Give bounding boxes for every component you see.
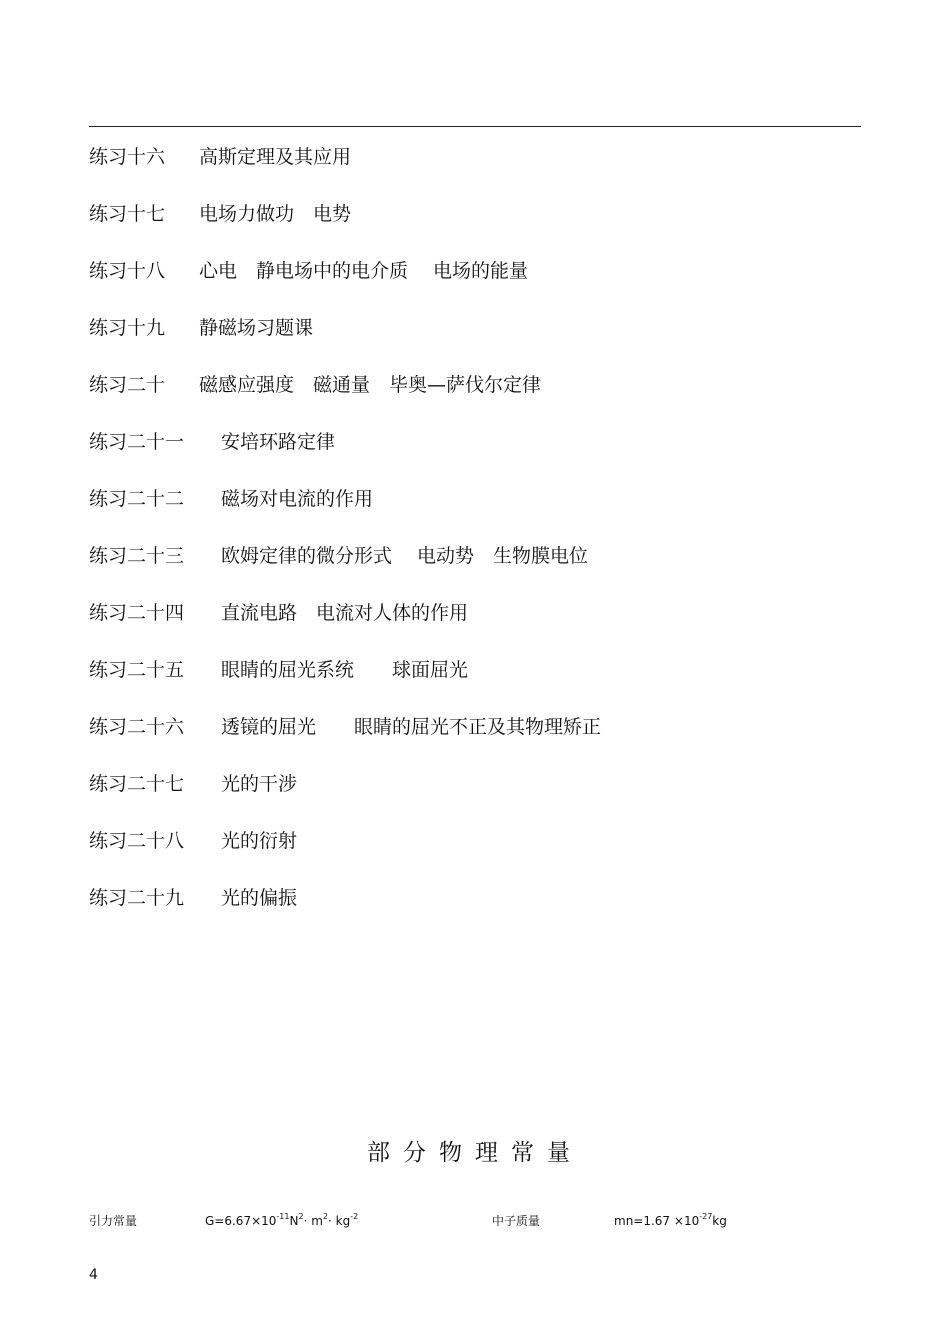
- toc-entry: [89, 257, 601, 314]
- gravity-unit-m: · m: [303, 1214, 323, 1228]
- toc-entry: [89, 314, 601, 371]
- toc-entry-title: 安培环路定律: [221, 431, 336, 453]
- neutron-base: mn=1.67 ×10: [614, 1214, 700, 1228]
- toc-entry-number: 练习十九: [89, 317, 166, 339]
- gravity-exp: -11: [276, 1212, 290, 1221]
- toc-entry-title: 光的干涉: [221, 773, 298, 795]
- toc-entry-title: 透镜的屈光 眼睛的屈光不正及其物理矫正: [221, 716, 602, 738]
- toc-entry-title: 高斯定理及其应用: [199, 146, 352, 168]
- gravity-unit-m-exp: 2: [322, 1212, 328, 1221]
- toc-entry-title: 直流电路 电流对人体的作用: [221, 602, 469, 624]
- toc-entry-title: 欧姆定律的微分形式 电动势 生物膜电位: [221, 545, 589, 567]
- toc-entry-number: 练习二十四: [89, 602, 185, 624]
- toc-entry-title: 眼睛的屈光系统 球面屈光: [221, 659, 469, 681]
- toc-entry-title: 磁场对电流的作用: [221, 488, 374, 510]
- toc-entry-title: 光的衍射: [221, 830, 298, 852]
- toc-entry: [89, 542, 601, 599]
- toc-entry-number: 练习二十九: [89, 887, 185, 909]
- toc-entry-number: 练习二十六: [89, 716, 185, 738]
- neutron-unit: kg: [712, 1214, 727, 1228]
- gravity-unit-n-exp: 2: [298, 1212, 304, 1221]
- toc-entry: [89, 713, 601, 770]
- gravity-constant-label: 引力常量: [89, 1214, 138, 1228]
- toc-entry-number: 练习二十七: [89, 773, 185, 795]
- toc-entry: [89, 371, 601, 428]
- toc-entry-title: 电场力做功 电势: [199, 203, 352, 225]
- toc-entry-title: 心电 静电场中的电介质 电场的能量: [199, 260, 529, 282]
- toc-entry-title: 磁感应强度 磁通量 毕奥—萨伐尔定律: [199, 374, 542, 396]
- header-rule: [89, 126, 861, 127]
- toc-entry-number: 练习二十一: [89, 431, 185, 453]
- toc-entry-number: 练习二十五: [89, 659, 185, 681]
- toc-entry-number: 练习二十: [89, 374, 166, 396]
- toc-entry: [89, 827, 601, 884]
- toc-entry-number: 练习十八: [89, 260, 166, 282]
- neutron-exp: -27: [699, 1212, 713, 1221]
- toc-entry-title: 静磁场习题课: [199, 317, 314, 339]
- toc-entry-number: 练习二十三: [89, 545, 185, 567]
- gravity-unit-kg: · kg: [327, 1214, 351, 1228]
- gravity-base: G=6.67×10: [205, 1214, 277, 1228]
- constants-heading: 部分物理常量: [367, 1140, 583, 1166]
- toc-entry: [89, 884, 601, 941]
- gravity-unit-kg-exp: -2: [350, 1212, 359, 1221]
- toc-entry-number: 练习十六: [89, 146, 166, 168]
- toc-entry-number: 练习十七: [89, 203, 166, 225]
- toc-entry-number: 练习二十二: [89, 488, 185, 510]
- toc-entry: [89, 143, 601, 200]
- neutron-mass-value: [614, 1212, 727, 1230]
- toc-entry-title: 光的偏振: [221, 887, 298, 909]
- page-number: 4: [89, 1267, 98, 1283]
- toc-entry: [89, 200, 601, 257]
- gravity-unit-n: N: [289, 1214, 299, 1228]
- toc-entry: [89, 428, 601, 485]
- gravity-constant-value: [205, 1212, 358, 1230]
- toc-entry: [89, 770, 601, 827]
- toc-entry: [89, 485, 601, 542]
- toc-entry-number: 练习二十八: [89, 830, 185, 852]
- toc-entry: [89, 599, 601, 656]
- table-of-contents: [89, 143, 601, 941]
- toc-entry: [89, 656, 601, 713]
- neutron-mass-label: 中子质量: [492, 1214, 541, 1228]
